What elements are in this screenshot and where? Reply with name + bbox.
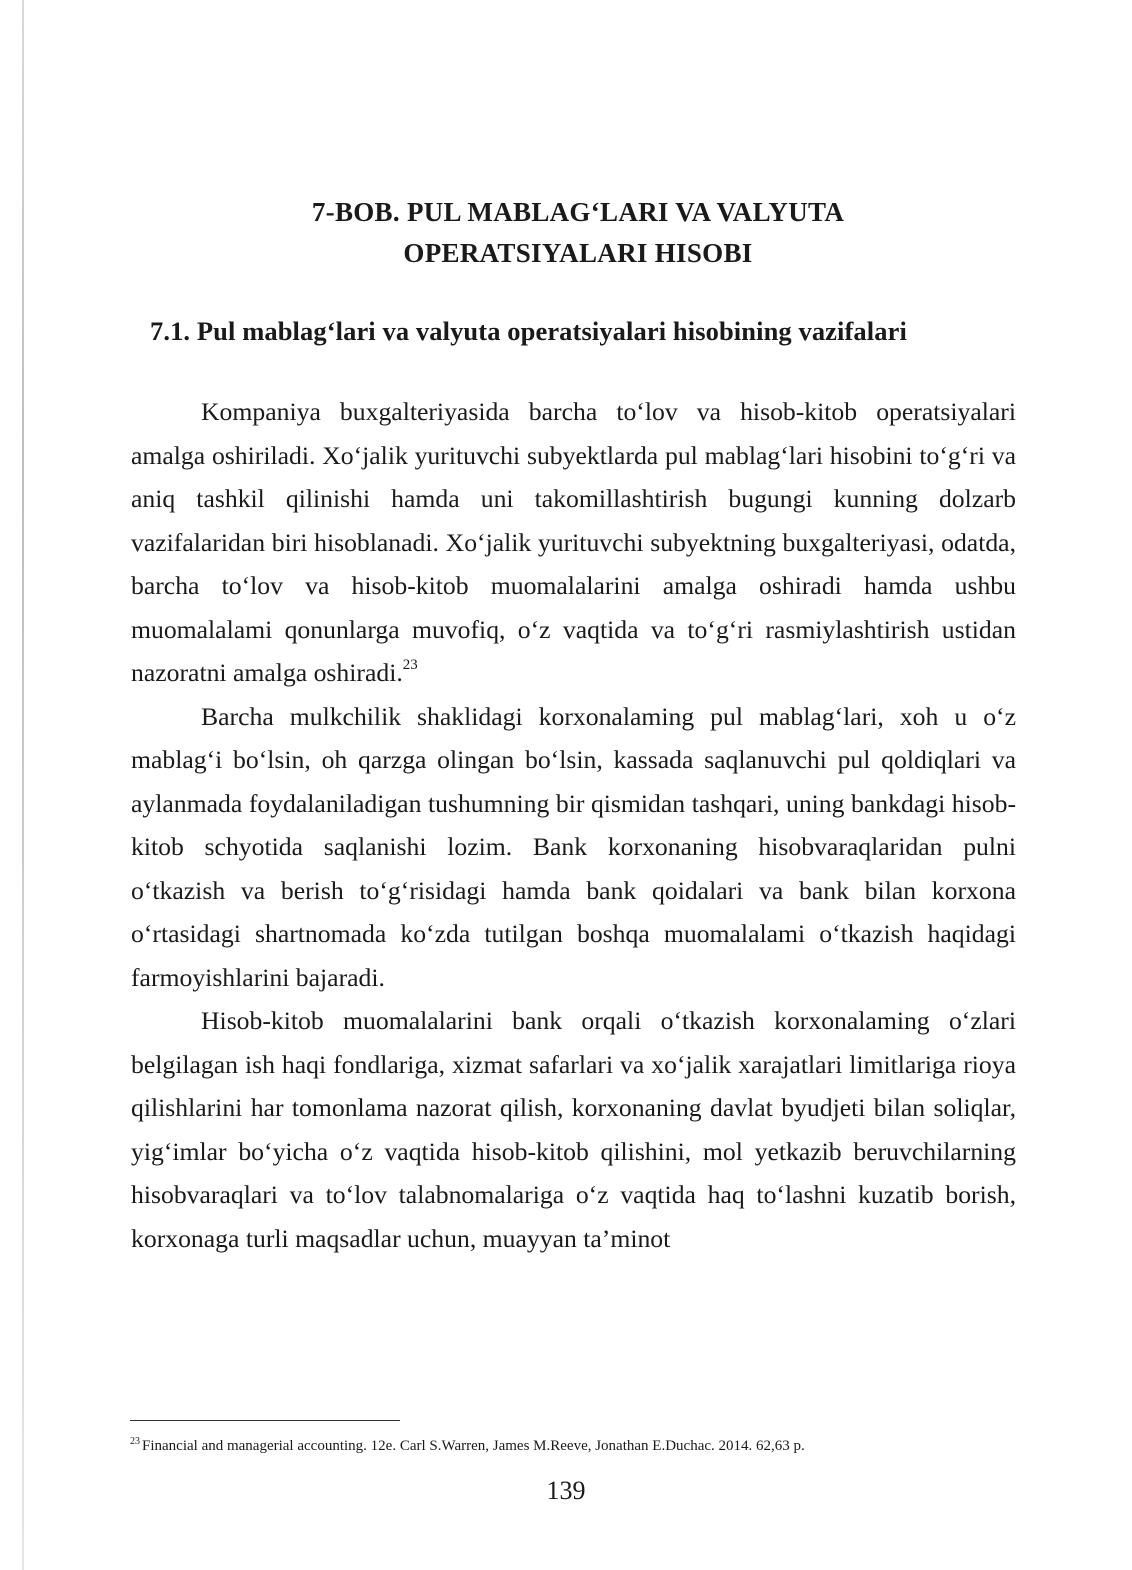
footnote-text: Financial and managerial accounting. 12e. Carl S.Warren, James M.Reeve, Jonathan E.Duchac. 2014. 62,63 p. <box>142 1438 805 1454</box>
scan-page-edge <box>22 0 24 1570</box>
paragraph-1-text: Kompaniya buxgalteriyasida barcha to‘lov va hisob-kitob operatsiyalari amalga oshiriladi. Xo‘jalik yurituvchi subyektlarda pul mablag‘lari hisobini to‘g‘ri va aniq tashkil qilinishi hamda uni takomillashtirish bugungi kunning dolzarb vazifalaridan biri hisoblanadi. Xo‘jalik yurituvchi subyektning buxgalteriyasi, odatda, barcha to‘lov va hisob-kitob muomalalarini amalga oshiradi hamda ushbu muomalalami qonunlarga muvofiq, o‘z vaqtida va to‘g‘ri rasmiylashtirish ustidan nazoratni amalga oshiradi. <box>131 397 1016 687</box>
paragraph-1 <box>131 390 1016 695</box>
footnote-divider <box>130 1420 400 1421</box>
chapter-title-line-1: 7-BOB. PUL MABLAG‘LARI VA VALYUTA <box>311 197 845 227</box>
section-title: 7.1. Pul mablag‘lari va valyuta operatsiyalari hisobining vazifalari <box>150 316 907 346</box>
footnote-mark: 23 <box>130 1436 140 1447</box>
page-number: 139 <box>546 1476 586 1505</box>
footnote <box>130 1436 805 1456</box>
chapter-title <box>130 192 1026 274</box>
body-text <box>131 390 1016 1260</box>
paragraph-2: Barcha mulkchilik shaklidagi korxonalaming pul mablag‘lari, xoh u o‘z mablag‘i bo‘lsin, oh qarzga olingan bo‘lsin, kassada saqlanuvchi pul qoldiqlari va aylanmada foydalaniladigan tushumning bir qismidan tashqari, uning bankdagi hisob-kitob schyotida saqlanishi lozim. Bank korxonaning hisobvaraqlaridan pulni o‘tkazish va berish to‘g‘risidagi hamda bank qoidalari va bank bilan korxona o‘rtasidagi shartnomada ko‘zda tutilgan boshqa muomalalami o‘tkazish haqidagi farmoyishlarini bajaradi. <box>131 701 1016 992</box>
chapter-title-line-2: OPERATSIYALARI HISOBI <box>403 238 753 268</box>
footnote-reference: 23 <box>402 657 418 673</box>
paragraph-3: Hisob-kitob muomalalarini bank orqali o‘tkazish korxonalaming o‘zlari belgilagan ish haqi fondlariga, xizmat safarlari va xo‘jalik xarajatlari limitlariga rioya qilishlarini har tomonlama nazorat qilish, korxonaning davlat byudjeti bilan soliqlar, yig‘imlar bo‘yicha o‘z vaqtida hisob-kitob qilishini, mol yetkazib beruvchilarning hisobvaraqlari va to‘lov talabnomalariga o‘z vaqtida haq to‘lashni kuzatib borish, korxonaga turli maqsadlar uchun, muayyan ta’minot <box>131 1006 1016 1253</box>
